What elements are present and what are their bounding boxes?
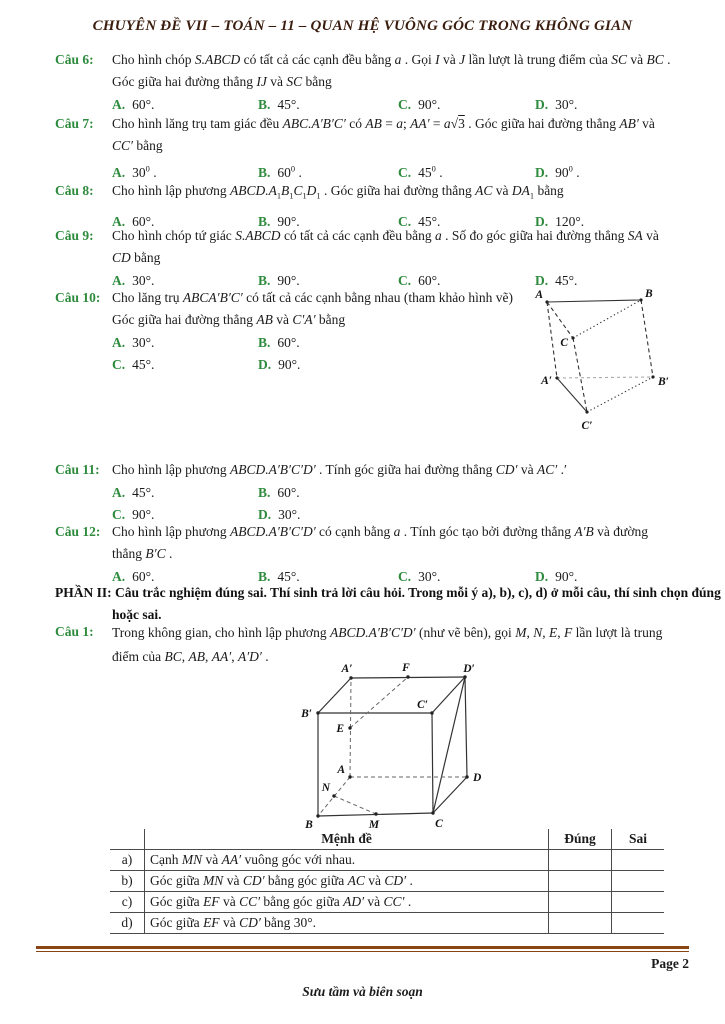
prism-edges (547, 300, 653, 412)
row-statement: Góc giữa EF và CC′ bằng góc giữa AD′ và CC′ . (145, 892, 549, 913)
footer-credit: Sưu tầm và biên soạn (302, 984, 423, 999)
option-letter: B. (258, 213, 271, 229)
option-value: 30°. (555, 97, 578, 112)
cube-figure (293, 660, 498, 832)
vertex-label-a: A (535, 289, 543, 301)
option-letter: D. (535, 569, 549, 584)
option-letter: D. (535, 164, 549, 180)
option-value: $30^0$ . (132, 164, 157, 180)
cube-edges-hidden (318, 677, 467, 816)
double-rule-thick (36, 946, 689, 949)
vertex-label-c: C (560, 337, 568, 349)
option-letter: A. (112, 485, 126, 500)
vertex-label-n: N (321, 782, 330, 794)
sai-cell (612, 913, 665, 934)
vertex-label-c-prime: C′ (417, 699, 428, 711)
vertex-label-a: A (337, 764, 345, 776)
dung-cell (549, 892, 612, 913)
option-letter: C. (398, 97, 412, 112)
part2-text: Câu trắc nghiệm đúng sai. Thí sinh trả lời câu hỏi. Trong mỗi ý a), b), c), d) ở mỗi câu, thí sinh chọn đúng hoặc sai. (112, 585, 721, 622)
option-value: 90°. (418, 97, 441, 112)
option-value: 90°. (278, 357, 301, 372)
question-text: Cho hình lập phương ABCD.A′B′C′D′ có cạnh bằng a . Tính góc tạo bởi đường thẳng A′B và đường thẳng B′C . (112, 524, 648, 561)
question-text-2: Góc giữa hai đường thẳng AB và C′A′ bằng (112, 312, 346, 327)
question-cau-9 (55, 225, 672, 292)
option-letter: A. (112, 213, 126, 229)
vertex-label-c: C (435, 818, 443, 830)
option-letter: B. (258, 485, 271, 500)
option-letter: C. (398, 213, 412, 229)
option-c (112, 354, 258, 376)
option-letter: B. (258, 164, 271, 180)
dung-cell (549, 913, 612, 934)
option-value: 30°. (418, 569, 441, 584)
option-a (112, 332, 258, 354)
option-value: 60°. (418, 273, 441, 288)
sai-cell (612, 871, 665, 892)
row-key: d) (110, 913, 145, 934)
option-value: 45°. (277, 569, 300, 584)
table-header-row (110, 829, 664, 850)
option-letter: D. (535, 273, 549, 288)
question-cau-10 (55, 287, 520, 376)
table-row-d (110, 913, 664, 934)
option-letter: B. (258, 335, 271, 350)
row-key: b) (110, 871, 145, 892)
table-header-menh-de: Mệnh đề (145, 829, 549, 850)
vertex-label-b: B (305, 819, 313, 831)
options-grid (112, 332, 518, 376)
option-value: 30°. (278, 507, 301, 522)
option-value: 45°. (132, 485, 155, 500)
vertex-label-a-prime: A′ (541, 375, 552, 387)
doc-title: CHUYÊN ĐỀ VII – TOÁN – 11 – QUAN HỆ VUÔNG GÓC TRONG KHÔNG GIAN (92, 18, 633, 34)
question-cau-6 (55, 49, 672, 116)
question-label: Câu 11: (55, 462, 100, 477)
option-b (258, 482, 672, 504)
cube-vertex-dots (316, 675, 468, 817)
vertex-label-e: E (336, 723, 344, 735)
question-text: Cho hình lập phương $ABCD.A_1B_1C_1D_1$ . Góc giữa hai đường thẳng AC và $DA_1$ bằng (112, 183, 564, 201)
option-letter: A. (112, 273, 126, 288)
row-statement: Góc giữa EF và CD′ bằng 30°. (145, 913, 549, 934)
vertex-label-b-prime: B′ (301, 708, 312, 720)
question-label: Câu 1: (55, 624, 94, 639)
dung-cell (549, 850, 612, 871)
statement-table (110, 829, 664, 934)
sai-cell (612, 892, 665, 913)
question-text: Cho hình chóp S.ABCD có tất cả các cạnh đều bằng a . Gọi I và J lần lượt là trung điểm của SC và BC . Góc giữa hai đường thẳng IJ và SC bằng (112, 52, 671, 89)
option-value: 60°. (277, 335, 300, 350)
option-letter: B. (258, 569, 271, 584)
option-letter: A. (112, 335, 126, 350)
table-header-sai: Sai (612, 829, 665, 850)
question-label: Câu 12: (55, 524, 101, 539)
table-row-c (110, 892, 664, 913)
part2-heading (55, 582, 725, 626)
option-value: 90°. (555, 569, 578, 584)
question-label: Câu 9: (55, 228, 94, 243)
option-value: 60°. (132, 213, 155, 229)
option-letter: D. (535, 97, 549, 112)
double-rule-thin (36, 951, 689, 952)
option-letter: D. (258, 357, 272, 372)
row-key: c) (110, 892, 145, 913)
option-value: 60°. (277, 485, 300, 500)
prism-vertex-dots (545, 298, 654, 413)
option-value: 90°. (277, 273, 300, 288)
option-b (258, 332, 518, 354)
page-number: Page 2 (651, 956, 689, 971)
option-value: 45°. (418, 213, 441, 229)
question-cau-7 (55, 113, 672, 184)
option-value: 90°. (132, 507, 155, 522)
vertex-label-d-prime: D′ (463, 663, 475, 675)
dung-cell (549, 871, 612, 892)
table-header-dung: Đúng (549, 829, 612, 850)
option-a (112, 482, 258, 504)
vertex-label-m: M (368, 819, 380, 831)
option-value: $60^0$ . (277, 164, 302, 180)
table-row-b (110, 871, 664, 892)
vertex-label-c-prime: C′ (581, 420, 593, 432)
option-letter: B. (258, 273, 271, 288)
option-value: 60°. (132, 569, 155, 584)
cube-edges-solid (318, 677, 467, 816)
option-letter: A. (112, 164, 126, 180)
question-text: Cho hình lập phương ABCD.A′B′C′D′ . Tính góc giữa hai đường thẳng CD′ và AC′ .′ (112, 462, 567, 477)
row-statement: Cạnh MN và AA′ vuông góc với nhau. (145, 850, 549, 871)
option-letter: A. (112, 569, 126, 584)
option-value: 120°. (555, 213, 585, 229)
option-letter: C. (398, 273, 412, 288)
option-letter: D. (258, 507, 272, 522)
option-value: 45°. (555, 273, 578, 288)
table-corner-cell (110, 829, 145, 850)
option-letter: B. (258, 97, 271, 112)
option-letter: D. (535, 213, 549, 229)
question-text: Cho lăng trụ ABCA′B′C′ có tất cả các cạnh bằng nhau (tham khảo hình vẽ) (112, 290, 513, 305)
vertex-label-d: D (473, 772, 482, 784)
option-letter: C. (398, 164, 412, 180)
question-label: Câu 8: (55, 183, 94, 198)
option-value: 45°. (132, 357, 155, 372)
question-label: Câu 7: (55, 116, 94, 131)
option-value: $45^0$ . (418, 164, 443, 180)
question-cau-12 (55, 521, 672, 588)
row-key: a) (110, 850, 145, 871)
vertex-label-b-prime: B′ (658, 376, 669, 388)
option-value: $90^0$ . (555, 164, 580, 180)
question-cau-11 (55, 459, 672, 526)
option-d (258, 354, 518, 376)
vertex-label-b: B (645, 288, 653, 300)
row-statement: Góc giữa MN và CD′ bằng góc giữa AC và CD′ . (145, 871, 549, 892)
option-value: 45°. (277, 97, 300, 112)
table-row-a (110, 850, 664, 871)
option-letter: C. (112, 357, 126, 372)
question-label: Câu 10: (55, 290, 101, 305)
part2-label: PHẦN II: (55, 585, 112, 600)
option-letter: C. (398, 569, 412, 584)
sai-cell (612, 850, 665, 871)
question-text: Trong không gian, cho hình lập phương ABCD.A′B′C′D′ (như vẽ bên), gọi M, N, E, F lần lượt là trung điểm của BC, AB, AA′, A′D′ . (112, 625, 663, 664)
option-value: 60°. (132, 97, 155, 112)
options-grid (112, 482, 672, 526)
option-letter: A. (112, 97, 126, 112)
option-value: 30°. (132, 335, 155, 350)
question-text: Cho hình chóp tứ giác S.ABCD có tất cả các cạnh đều bằng a . Số đo góc giữa hai đường thẳng SA và CD bằng (112, 228, 659, 265)
option-letter: C. (112, 507, 126, 522)
vertex-label-f: F (402, 662, 410, 674)
option-value: 90°. (277, 213, 300, 229)
question-text: Cho hình lăng trụ tam giác đều ABC.A′B′C′ có AB = a; AA′ = a√3 . Góc giữa hai đường thẳng AB′ và CC′ bằng (112, 116, 655, 153)
option-value: 30°. (132, 273, 155, 288)
vertex-label-a-prime: A′ (341, 663, 353, 675)
prism-figure (518, 285, 723, 445)
question-label: Câu 6: (55, 52, 94, 67)
